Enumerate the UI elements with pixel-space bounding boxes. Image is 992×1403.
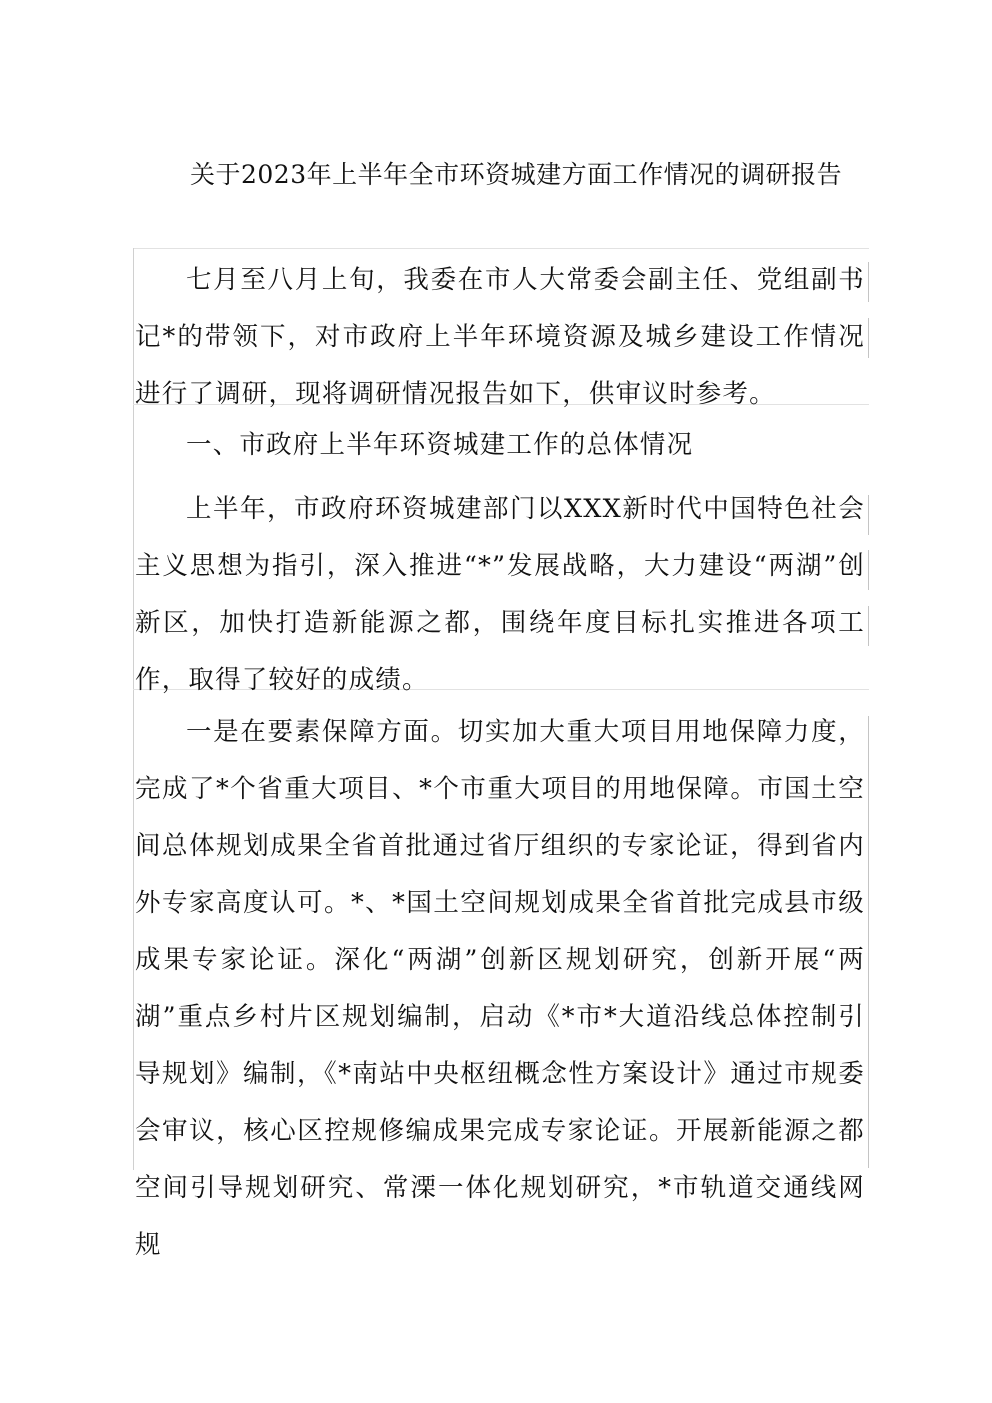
paragraph-block bbox=[133, 704, 869, 1274]
intro-paragraph: 七月至八月上旬，我委在市人大常委会副主任、党组副书记*的带领下，对市政府上半年环境资源及城乡建设工作情况进行了调研，现将调研情况报告如下，供审议时参考。 bbox=[135, 265, 865, 409]
paragraph-block bbox=[133, 481, 869, 709]
overview-paragraph: 上半年，市政府环资城建部门以XXX新时代中国特色社会主义思想为指引，深入推进“*”发展战略，大力建设“两湖”创新区，加快打造新能源之都，围绕年度目标扎实推进各项工作，取得了较好的成绩。 bbox=[135, 494, 865, 695]
paragraph-block bbox=[133, 248, 869, 423]
section-heading: 一、市政府上半年环资城建工作的总体情况 bbox=[186, 430, 694, 460]
document-title: 关于2023年上半年全市环资城建方面工作情况的调研报告 bbox=[190, 160, 843, 189]
factor-guarantee-paragraph: 一是在要素保障方面。切实加大重大项目用地保障力度，完成了*个省重大项目、*个市重大项目的用地保障。市国土空间总体规划成果全省首批通过省厅组织的专家论证，得到省内外专家高度认可。*、*国土空间规划成果全省首批完成县市级成果专家论证。深化“两湖”创新区规划研究，创新开展“两湖”重点乡村片区规划编制，启动《*市*大道沿线总体控制引导规划》编制，《*南站中央枢纽概念性方案设计》通过市规委会审议，核心区控规修编成果完成专家论证。开展新能源之都空间引导规划研究、常溧一体化规划研究，*市轨道交通线网规 bbox=[135, 717, 865, 1260]
paragraph-block bbox=[133, 417, 869, 474]
